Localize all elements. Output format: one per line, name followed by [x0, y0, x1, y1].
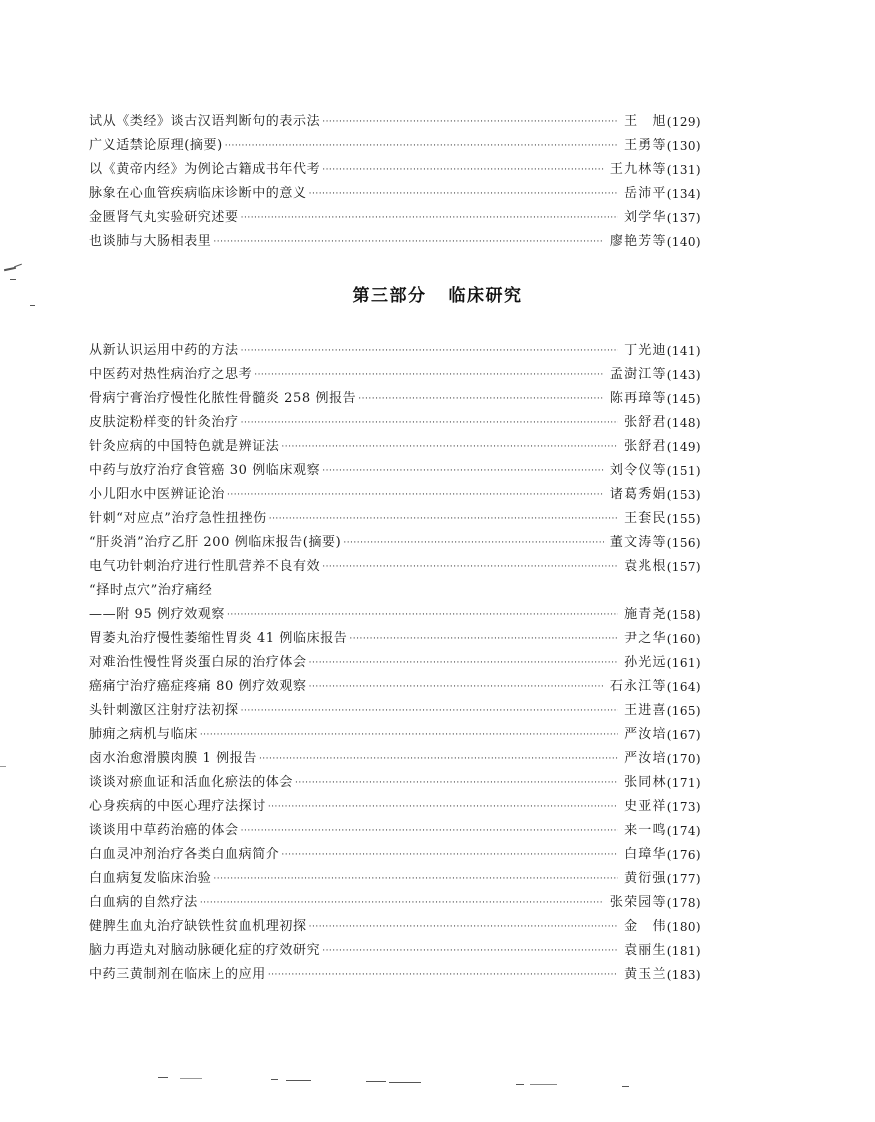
entry-author: 孟澍江等	[609, 367, 667, 382]
entry-author: 王九林等	[609, 162, 667, 177]
entry-title: 试从《类经》谈古汉语判断句的表示法	[89, 114, 321, 129]
toc-entry	[89, 935, 701, 959]
entry-author: 黄玉兰	[624, 967, 667, 982]
dot-leader	[241, 824, 619, 838]
dot-leader	[241, 704, 619, 718]
entry-title: 针灸应病的中国特色就是辨证法	[89, 439, 280, 454]
entry-author: 丁光迪	[624, 343, 667, 358]
entry-page: (178)	[666, 896, 701, 910]
entry-page: (155)	[666, 512, 701, 526]
scan-artifact	[0, 766, 6, 767]
scan-artifact	[158, 1077, 168, 1078]
entry-page: (165)	[666, 704, 701, 718]
entry-page: (141)	[666, 344, 701, 358]
section-part-label: 第三部分	[352, 286, 427, 306]
section-heading	[0, 281, 875, 306]
toc-entry	[89, 202, 701, 226]
entry-title: 对难治性慢性肾炎蛋白尿的治疗体会	[89, 655, 307, 670]
scan-artifact	[366, 1081, 386, 1082]
scan-artifact	[30, 305, 35, 306]
dot-leader	[295, 776, 618, 790]
scan-artifact	[10, 279, 16, 280]
dot-leader	[309, 187, 619, 201]
dot-leader	[281, 848, 618, 862]
toc-entry	[89, 671, 701, 695]
toc-entry	[89, 178, 701, 202]
entry-title: 中药三黄制剂在临床上的应用	[89, 967, 266, 982]
dot-leader	[309, 656, 619, 670]
scan-artifact	[516, 1084, 524, 1085]
entry-title: 白血病复发临床治验	[89, 871, 212, 886]
entry-title: 谈谈对瘀血证和活血化瘀法的体会	[89, 775, 294, 790]
entry-page: (161)	[666, 656, 701, 670]
entry-page: (164)	[666, 680, 701, 694]
entry-author: 王勇等	[624, 138, 667, 153]
toc-entry	[89, 695, 701, 719]
entry-page: (137)	[666, 211, 701, 225]
entry-page: (177)	[666, 872, 701, 886]
entry-title: 也谈肺与大肠相表里	[89, 234, 212, 249]
scan-artifact	[271, 1079, 278, 1080]
dot-leader	[322, 115, 618, 129]
dot-leader	[241, 416, 619, 430]
entry-author: 刘令仪等	[609, 463, 667, 478]
toc-section-previous	[89, 106, 701, 250]
entry-page: (157)	[666, 560, 701, 574]
scan-artifact	[14, 264, 22, 268]
toc-entry	[89, 791, 701, 815]
dot-leader	[227, 488, 604, 502]
toc-entry	[89, 647, 701, 671]
scan-artifact	[286, 1080, 311, 1081]
dot-leader	[322, 560, 618, 574]
toc-entry	[89, 479, 701, 503]
entry-page: (130)	[666, 139, 701, 153]
entry-page: (153)	[666, 488, 701, 502]
entry-page: (174)	[666, 824, 701, 838]
toc-entry	[89, 719, 701, 743]
entry-title: 电气功针刺治疗进行性肌营养不良有效	[89, 559, 321, 574]
toc-entry	[89, 599, 701, 623]
dot-leader	[268, 800, 618, 814]
dot-leader	[269, 512, 618, 526]
entry-page: (149)	[666, 440, 701, 454]
entry-page: (145)	[666, 392, 701, 406]
entry-title: 胃萎丸治疗慢性萎缩性胃炎 41 例临床报告	[89, 631, 348, 646]
dot-leader	[213, 872, 618, 886]
toc-entry	[89, 503, 701, 527]
entry-title: “择时点穴”治疗痛经	[89, 583, 213, 598]
entry-title: “肝炎消”治疗乙肝 200 例临床报告(摘要)	[89, 535, 342, 550]
entry-title: 白血病的自然疗法	[89, 895, 198, 910]
toc-entry	[89, 455, 701, 479]
dot-leader	[227, 608, 618, 622]
entry-author: 王套民	[624, 511, 667, 526]
entry-page: (183)	[666, 968, 701, 982]
entry-author: 廖艳芳等	[609, 234, 667, 249]
entry-title: 以《黄帝内经》为例论古籍成书年代考	[89, 162, 321, 177]
dot-leader	[358, 392, 604, 406]
toc-entry	[89, 623, 701, 647]
toc-entry	[89, 839, 701, 863]
entry-page: (158)	[666, 608, 701, 622]
entry-title: 小儿阳水中医辨证论治	[89, 487, 226, 502]
entry-author: 白璋华	[624, 847, 667, 862]
toc-entry	[89, 130, 701, 154]
entry-author: 施青尧	[624, 607, 667, 622]
entry-author: 金 伟	[624, 919, 667, 934]
entry-title: 头针刺激区注射疗法初探	[89, 703, 239, 718]
entry-page: (148)	[666, 416, 701, 430]
toc-entry	[89, 767, 701, 791]
entry-title: 中医药对热性病治疗之思考	[89, 367, 253, 382]
entry-author: 石永江等	[609, 679, 667, 694]
entry-title: 皮肤淀粉样变的针灸治疗	[89, 415, 239, 430]
dot-leader	[322, 464, 604, 478]
scan-artifact	[530, 1084, 557, 1085]
toc-entry	[89, 383, 701, 407]
entry-author: 来一鸣	[624, 823, 667, 838]
scan-artifact	[180, 1078, 202, 1079]
dot-leader	[225, 139, 618, 153]
toc-entry	[89, 575, 701, 599]
entry-page: (160)	[666, 632, 701, 646]
entry-author: 黄衍强	[624, 871, 667, 886]
entry-author: 刘学华	[624, 210, 667, 225]
scan-artifact	[622, 1086, 629, 1087]
entry-author: 史亚祥	[624, 799, 667, 814]
entry-page: (176)	[666, 848, 701, 862]
toc-entry	[89, 911, 701, 935]
dot-leader	[254, 368, 604, 382]
entry-title: 健脾生血丸治疗缺铁性贫血机理初探	[89, 919, 307, 934]
toc-entry	[89, 959, 701, 983]
entry-page: (129)	[666, 115, 701, 129]
entry-page: (173)	[666, 800, 701, 814]
entry-title: 广义适禁论原理(摘要)	[89, 138, 223, 153]
toc-entry	[89, 743, 701, 767]
toc-entry	[89, 226, 701, 250]
toc-entry	[89, 359, 701, 383]
entry-author: 张舒君	[624, 439, 667, 454]
entry-title: 白血灵冲剂治疗各类白血病简介	[89, 847, 280, 862]
toc-entry	[89, 335, 701, 359]
section-name: 临床研究	[448, 286, 523, 306]
entry-title: 肺痈之病机与临床	[89, 727, 198, 742]
dot-leader	[343, 536, 604, 550]
entry-title: 谈谈用中草药治癌的体会	[89, 823, 239, 838]
entry-page: (156)	[666, 536, 701, 550]
entry-author: 袁丽生	[624, 943, 667, 958]
toc-entry	[89, 527, 701, 551]
entry-title: 针刺“对应点”治疗急性扭挫伤	[89, 511, 267, 526]
entry-author: 张荣园等	[609, 895, 667, 910]
entry-title: 从新认识运用中药的方法	[89, 343, 239, 358]
dot-leader	[281, 440, 618, 454]
entry-page: (140)	[666, 235, 701, 249]
entry-title: 骨病宁膏治疗慢性化脓性骨髓炎 258 例报告	[89, 391, 357, 406]
entry-title: 癌痛宁治疗癌症疼痛 80 例疗效观察	[89, 679, 307, 694]
dot-leader	[322, 944, 618, 958]
entry-page: (167)	[666, 728, 701, 742]
scan-artifact	[389, 1082, 421, 1083]
entry-author: 严汝培	[624, 751, 667, 766]
toc-section-clinical-research	[89, 335, 701, 983]
entry-author: 岳沛平	[624, 186, 667, 201]
entry-title: 中药与放疗治疗食管癌 30 例临床观察	[89, 463, 321, 478]
dot-leader	[349, 632, 618, 646]
entry-title: 金匮肾气丸实验研究述要	[89, 210, 239, 225]
dot-leader	[213, 235, 604, 249]
toc-entry	[89, 887, 701, 911]
toc-entry	[89, 106, 701, 130]
toc-entry	[89, 154, 701, 178]
dot-leader	[322, 163, 604, 177]
scan-artifact	[4, 267, 16, 271]
toc-entry	[89, 815, 701, 839]
entry-page: (131)	[666, 163, 701, 177]
entry-author: 王 旭	[624, 114, 667, 129]
entry-title: 卤水治愈滑膜肉膜 1 例报告	[89, 751, 257, 766]
entry-author: 张舒君	[624, 415, 667, 430]
dot-leader	[241, 211, 619, 225]
entry-title: 脑力再造丸对脑动脉硬化症的疗效研究	[89, 943, 321, 958]
entry-author: 严汝培	[624, 727, 667, 742]
entry-author: 袁兆根	[624, 559, 667, 574]
toc-entry	[89, 431, 701, 455]
entry-author: 陈再璋等	[609, 391, 667, 406]
entry-page: (143)	[666, 368, 701, 382]
entry-title: 脉象在心血管疾病临床诊断中的意义	[89, 186, 307, 201]
entry-author: 王进喜	[624, 703, 667, 718]
dot-leader	[259, 752, 618, 766]
toc-entry	[89, 551, 701, 575]
entry-page: (181)	[666, 944, 701, 958]
entry-page: (151)	[666, 464, 701, 478]
dot-leader	[309, 920, 619, 934]
entry-author: 尹之华	[624, 631, 667, 646]
toc-entry	[89, 407, 701, 431]
dot-leader	[200, 896, 604, 910]
entry-author: 诸葛秀娟	[609, 487, 667, 502]
entry-author: 孙光远	[624, 655, 667, 670]
dot-leader	[200, 728, 618, 742]
entry-title: 心身疾病的中医心理疗法探讨	[89, 799, 266, 814]
entry-author: 董文涛等	[609, 535, 667, 550]
entry-author: 张同林	[624, 775, 667, 790]
toc-entry	[89, 863, 701, 887]
entry-page: (170)	[666, 752, 701, 766]
entry-page: (171)	[666, 776, 701, 790]
entry-page: (134)	[666, 187, 701, 201]
dot-leader	[309, 680, 604, 694]
entry-page: (180)	[666, 920, 701, 934]
dot-leader	[268, 968, 618, 982]
entry-subtitle: ——附 95 例疗效观察	[89, 607, 226, 622]
dot-leader	[241, 344, 619, 358]
